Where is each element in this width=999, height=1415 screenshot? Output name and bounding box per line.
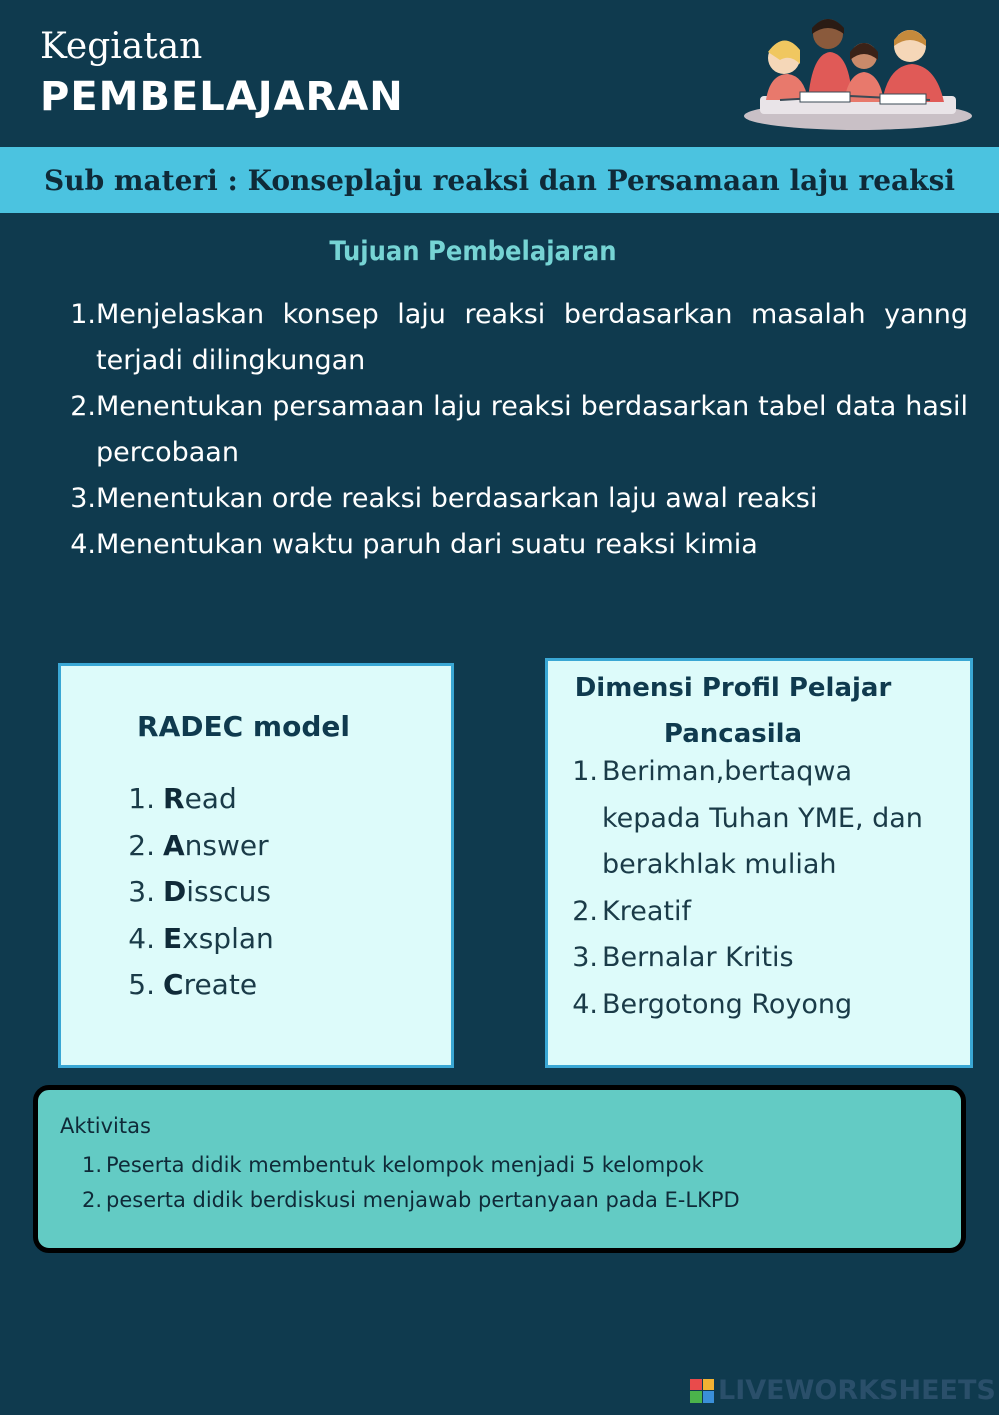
list-number: 3. (70, 483, 96, 514)
radec-word-rest: nswer (184, 828, 269, 862)
aktivitas-list (72, 1148, 740, 1218)
list-item (558, 749, 958, 889)
list-item (56, 476, 968, 522)
radec-word-rest: reate (183, 968, 258, 1001)
list-text: Beriman,bertaqwa kepada Tuhan YME, dan berakhlak muliah (602, 756, 923, 880)
watermark-text: LIVEWORKSHEETS (718, 1375, 996, 1406)
list-item (558, 982, 958, 1029)
list-item (121, 823, 274, 870)
radec-initial: D (163, 875, 187, 908)
radec-word-rest: ead (184, 782, 237, 815)
list-text: Kreatif (602, 895, 691, 927)
list-item (72, 1148, 740, 1183)
list-item (72, 1183, 740, 1218)
dimensi-title-line2: Pancasila (663, 719, 803, 749)
dimensi-box (545, 658, 973, 1068)
list-number: 1. (81, 1153, 102, 1177)
radec-box (58, 663, 454, 1068)
aktivitas-box (33, 1085, 966, 1253)
radec-initial: E (163, 921, 183, 955)
student-middle-left (808, 19, 852, 100)
students-illustration (740, 4, 976, 132)
list-number: 1. (128, 782, 155, 815)
list-text: Menentukan waktu paruh dari suatu reaksi kimia (96, 529, 758, 560)
list-item (121, 776, 274, 823)
list-text: Menentukan orde reaksi berdasarkan laju awal reaksi (96, 483, 818, 514)
list-item (558, 935, 958, 982)
list-number: 3. (128, 875, 155, 908)
list-text: Bergotong Royong (602, 988, 853, 1020)
radec-word-rest: isscus (186, 875, 271, 908)
list-number: 4. (572, 988, 598, 1020)
dimensi-title-line1: Dimensi Profil Pelajar (574, 673, 892, 703)
radec-initial: A (163, 828, 185, 862)
list-number: 5. (128, 968, 155, 1001)
radec-initial: C (163, 968, 184, 1001)
liveworksheets-logo-icon (690, 1379, 714, 1403)
list-text: Peserta didik membentuk kelompok menjadi 5 kelompok (106, 1153, 704, 1177)
sub-materi-text: Sub materi : Konseplaju reaksi dan Persamaan laju reaksi (44, 163, 955, 197)
list-number: 4. (70, 529, 96, 560)
aktivitas-title: Aktivitas (60, 1114, 151, 1138)
liveworksheets-watermark (690, 1375, 996, 1406)
header-kegiatan: Kegiatan (40, 26, 203, 67)
list-text: Menjelaskan konsep laju reaksi berdasarkan masalah yanng terjadi dilingkungan (96, 299, 968, 376)
list-item (56, 522, 968, 568)
list-item (56, 384, 968, 476)
tujuan-list (56, 292, 968, 568)
list-item (558, 889, 958, 936)
list-item (121, 916, 274, 963)
list-number: 1. (572, 756, 598, 787)
list-number: 2. (70, 391, 96, 422)
radec-word-rest: xsplan (182, 921, 274, 955)
student-left (766, 40, 808, 100)
list-text: peserta didik berdiskusi menjawab pertanyaan pada E-LKPD (106, 1188, 740, 1212)
dimensi-title (548, 665, 918, 757)
sub-materi-banner (0, 147, 999, 213)
radec-list (121, 776, 274, 1009)
list-number: 2. (81, 1188, 102, 1212)
list-number: 4. (128, 921, 155, 955)
list-number: 2. (572, 895, 598, 927)
radec-initial: R (163, 782, 185, 815)
list-item (121, 962, 274, 1009)
student-right (882, 30, 944, 102)
list-number: 3. (572, 942, 598, 973)
dimensi-list (558, 749, 958, 1028)
radec-title: RADEC model (137, 710, 350, 743)
header-pembelajaran: PEMBELAJARAN (40, 74, 404, 120)
list-number: 1. (70, 299, 96, 330)
list-item (56, 292, 968, 384)
list-text: Menentukan persamaan laju reaksi berdasarkan tabel data hasil percobaan (96, 391, 968, 468)
tujuan-title: Tujuan Pembelajaran (329, 236, 617, 267)
list-item (121, 869, 274, 916)
list-number: 2. (128, 828, 155, 862)
list-text: Bernalar Kritis (602, 942, 794, 973)
